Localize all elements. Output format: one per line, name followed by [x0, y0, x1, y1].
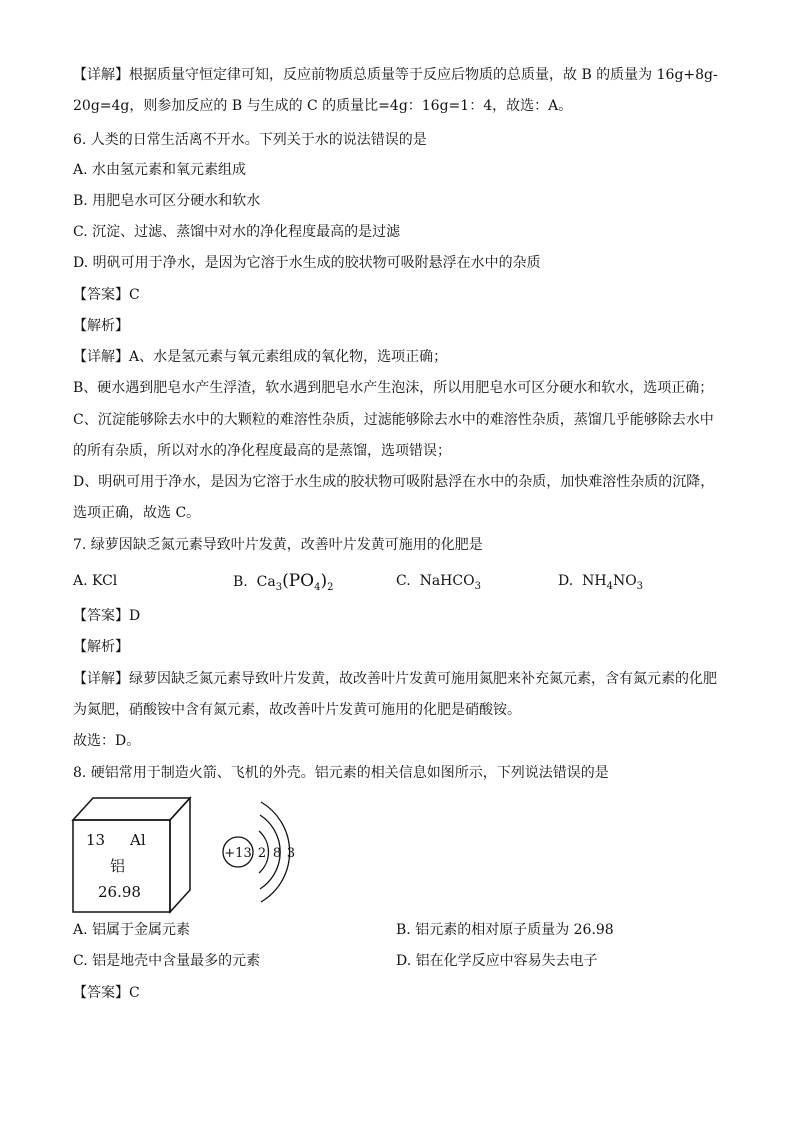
shell-electron-count: 2 — [257, 846, 267, 861]
text-line: 20g=4g，则参加反应的 B 与生成的 C 的质量比=4g：16g=1：4，故选：A。 — [73, 98, 573, 114]
shell-electron-count: 3 — [286, 846, 296, 861]
option-a: A. KCl — [73, 573, 118, 589]
question-8: 8. 硬铝常用于制造火箭、飞机的外壳。铝元素的相关信息如图所示，下列说法错误的是 — [73, 765, 609, 781]
subscript: 3 — [636, 581, 644, 592]
detail-line: 的所有杂质，所以对水的净化程度最高的是蒸馏，选项错误； — [73, 443, 451, 459]
analysis-label: 【解析】 — [73, 318, 129, 334]
subscript: 4 — [606, 581, 613, 592]
answer-label: 【答案】C — [73, 985, 140, 1001]
option-d — [558, 571, 643, 593]
atom-structure-diagram — [216, 798, 302, 906]
detail-line: 【详解】绿萝因缺乏氮元素导致叶片发黄，故改善叶片发黄可施用氮肥来补充氮元素，含有氮元素的化肥 — [73, 671, 717, 687]
text-line: 【详解】根据质量守恒定律可知，反应前物质总质量等于反应后物质的总质量，故 B 的质量为 16g+8g- — [73, 67, 718, 83]
atomic-number: 13 — [86, 831, 106, 849]
option-c: C. 沉淀、过滤、蒸馏中对水的净化程度最高的是过滤 — [73, 224, 401, 240]
option-c-prefix: C. — [396, 573, 411, 589]
analysis-label: 【解析】 — [73, 639, 129, 655]
detail-line: 【详解】A、水是氢元素与氧元素组成的氧化物，选项正确； — [73, 349, 448, 365]
formula-paren: ) — [320, 571, 328, 591]
detail-line: 为氮肥，硝酸铵中含有氮元素，故改善叶片发黄可施用的化肥是硝酸铵。 — [73, 702, 521, 718]
subscript: 4 — [314, 582, 321, 593]
answer-label: 【答案】D — [73, 608, 141, 624]
formula-po: (PO — [282, 571, 315, 591]
formula-nh: NH — [582, 573, 607, 589]
option-b-prefix: B. — [233, 574, 248, 590]
question-6: 6. 人类的日常生活离不开水。下列关于水的说法错误的是 — [73, 132, 427, 148]
element-name: 铝 — [110, 857, 126, 875]
nucleus-charge: +13 — [224, 846, 252, 861]
option-a: A. 铝属于金属元素 — [73, 922, 191, 938]
formula-ca: Ca — [256, 574, 276, 590]
element-symbol: Al — [130, 831, 146, 849]
option-c — [396, 571, 481, 593]
cube-side-face — [170, 798, 190, 912]
option-b — [233, 571, 334, 594]
detail-line: C、沉淀能够除去水中的大颗粒的难溶性杂质，过滤能够除去水中的难溶性杂质，蒸馏几乎能够除去水中 — [73, 412, 714, 428]
detail-line: 故选：D。 — [73, 733, 141, 749]
option-d-prefix: D. — [558, 573, 574, 589]
option-b: B. 用肥皂水可区分硬水和软水 — [73, 193, 261, 209]
formula-no: NO — [612, 573, 637, 589]
detail-line: 选项正确，故选 C。 — [73, 505, 201, 521]
option-d: D. 铝在化学反应中容易失去电子 — [396, 953, 598, 969]
subscript: 3 — [275, 582, 283, 593]
option-b: B. 铝元素的相对原子质量为 26.98 — [396, 922, 614, 938]
atomic-mass: 26.98 — [98, 883, 141, 901]
detail-line: D、明矾可用于净水，是因为它溶于水生成的胶状物可吸附悬浮在水中的杂质，加快难溶性杂质的沉降， — [73, 474, 715, 490]
shell-electron-count: 8 — [272, 846, 282, 861]
option-c: C. 铝是地壳中含量最多的元素 — [73, 953, 261, 969]
question-7: 7. 绿萝因缺乏氮元素导致叶片发黄，改善叶片发黄可施用的化肥是 — [73, 537, 483, 553]
answer-label: 【答案】C — [73, 287, 140, 303]
option-a: A. 水由氢元素和氧元素组成 — [73, 162, 247, 178]
formula-main: NaHCO — [419, 573, 475, 589]
subscript: 2 — [327, 582, 334, 593]
subscript: 3 — [474, 581, 481, 592]
element-card-figure — [70, 795, 200, 915]
option-d: D. 明矾可用于净水，是因为它溶于水生成的胶状物可吸附悬浮在水中的杂质 — [73, 255, 541, 271]
detail-line: B、硬水遇到肥皂水产生浮渣，软水遇到肥皂水产生泡沫，所以用肥皂水可区分硬水和软水，选项正确； — [73, 380, 714, 396]
